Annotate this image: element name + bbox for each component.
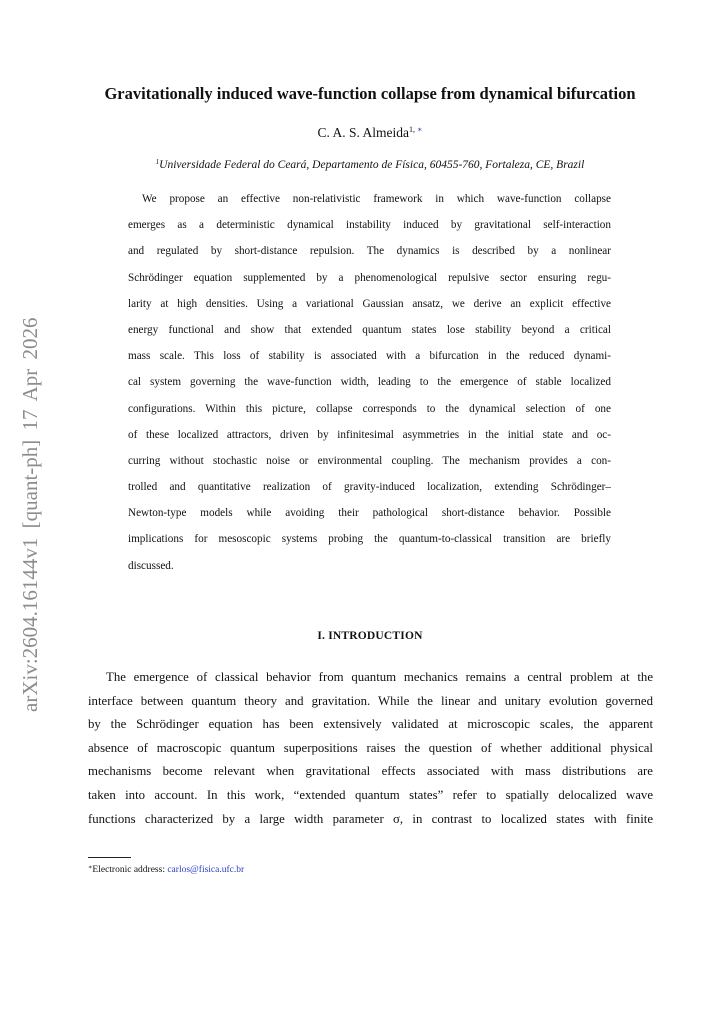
abstract [128,186,611,579]
body-line: The emergence of classical behavior from quantum mechanics remains a central problem at the [106,670,653,684]
abstract-line: curring without stochastic noise or environmental coupling. The mechanism provides a con- [128,454,611,467]
body-line: by the Schrödinger equation has been extensively validated at microscopic scales, the apparent [88,717,653,732]
abstract-line: and regulated by short-distance repulsion. The dynamics is described by a nonlinear [128,245,611,258]
introduction-text [88,666,653,831]
paper-title: Gravitationally induced wave-function collapse from dynamical bifurcation [104,84,636,103]
author-line [60,125,680,141]
abstract-line: Schrödinger equation supplemented by a phenomenological repulsive sector ensuring regu- [128,271,611,284]
email-link[interactable]: carlos@fisica.ufc.br [167,865,245,875]
abstract-line: implications for mesoscopic systems probing the quantum-to-classical transition are briefly [128,533,611,546]
author-name: C. A. S. Almeida [317,125,410,140]
body-line: interface between quantum theory and gravitation. While the linear and unitary evolution governed [88,693,653,708]
abstract-line: energy functional and show that extended quantum states lose stability beyond a critical [128,323,611,336]
footnote-marker: ∗ [88,864,93,871]
body-line: taken into account. In this work, “extended quantum states” refer to spatially delocalized wave [88,787,653,802]
footnote-divider [88,857,131,858]
author-affiliation-mark [409,125,422,134]
affiliation-text: Universidade Federal do Ceará, Departamento de Física, 60455-760, Fortaleza, CE, Brazil [159,159,585,171]
affiliation-number: 1, [409,125,416,134]
abstract-line: cal system governing the wave-function width, leading to the emergence of stable localized [128,376,611,389]
section-heading: I. INTRODUCTION [317,630,423,642]
abstract-line: We propose an effective non-relativistic framework in which wave-function collapse [142,193,611,205]
abstract-line: of these localized attractors, driven by infinitesimal asymmetries in the initial state and oc- [128,428,611,441]
abstract-line: mass scale. This loss of stability is associated with a bifurcation in the reduced dynami- [128,350,611,363]
body-line: functions characterized by a large width parameter σ, in contrast to localized states with finite [88,811,653,826]
abstract-line: emerges as a deterministic dynamical instability induced by gravitational self-interaction [128,219,611,232]
abstract-line: discussed. [128,559,174,572]
body-line: absence of macroscopic quantum superpositions raises the question of whether additional physical [88,740,653,755]
abstract-line: Newton-type models while avoiding their pathological short-distance behavior. Possible [128,507,611,520]
body-line: mechanisms become relevant when gravitational effects associated with mass distributions are [88,764,653,779]
abstract-line: trolled and quantitative realization of gravity-induced localization, extending Schrödinger– [128,481,611,494]
affiliation [60,158,680,171]
abstract-line: configurations. Within this picture, collapse corresponds to the dynamical selection of one [128,402,611,415]
footnote-label: Electronic address: [92,865,168,875]
footnote [88,863,244,875]
arxiv-identifier: arXiv:2604.16144v1 [quant-ph] 17 Apr 2026 [18,317,42,712]
affiliation-number-mark: 1 [155,158,160,166]
footnote-link-star[interactable]: ∗ [417,125,423,134]
abstract-line: larity at high densities. Using a variational Gaussian ansatz, we derive an explicit effective [128,297,611,310]
